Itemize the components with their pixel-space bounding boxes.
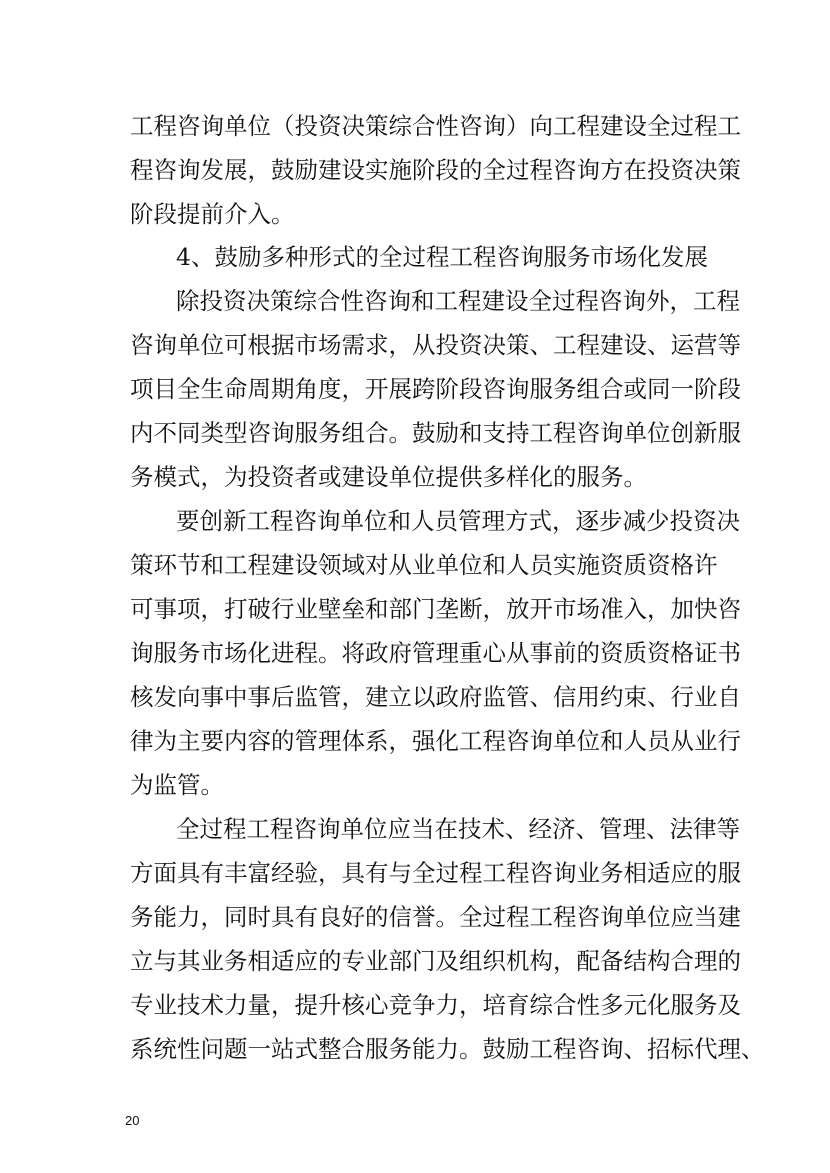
text-line: 务模式，为投资者或建设单位提供多样化的服务。 <box>130 463 647 491</box>
text-line: 专业技术力量，提升核心竞争力，培育综合性多元化服务及 <box>130 991 741 1019</box>
text-line: 全过程工程咨询单位应当在技术、经济、管理、法律等 <box>176 815 740 843</box>
text-line: 询服务市场化进程。将政府管理重心从事前的资质资格证书 <box>130 639 741 667</box>
text-line: 务能力，同时具有良好的信誉。全过程工程咨询单位应当建 <box>130 903 741 931</box>
text-line: 咨询单位可根据市场需求，从投资决策、工程建设、运营等 <box>130 331 741 359</box>
page-number: 20 <box>125 1113 140 1128</box>
text-line: 立与其业务相适应的专业部门及组织机构，配备结构合理的 <box>130 947 741 975</box>
text-line: 4、鼓励多种形式的全过程工程咨询服务市场化发展 <box>176 243 708 271</box>
text-line: 阶段提前介入。 <box>130 200 295 228</box>
text-line: 除投资决策综合性咨询和工程建设全过程咨询外，工程 <box>176 287 740 315</box>
text-line: 工程咨询单位（投资决策综合性咨询）向工程建设全过程工 <box>130 112 741 140</box>
text-line: 核发向事中事后监管，建立以政府监管、信用约束、行业自 <box>130 683 741 711</box>
text-line: 方面具有丰富经验，具有与全过程工程咨询业务相适应的服 <box>130 859 741 887</box>
text-line: 可事项，打破行业壁垒和部门垄断，放开市场准入，加快咨 <box>130 595 741 623</box>
text-line: 内不同类型咨询服务组合。鼓励和支持工程咨询单位创新服 <box>130 419 741 447</box>
text-line: 程咨询发展，鼓励建设实施阶段的全过程咨询方在投资决策 <box>130 156 741 184</box>
text-line: 项目全生命周期角度，开展跨阶段咨询服务组合或同一阶段 <box>130 375 741 403</box>
text-line: 要创新工程咨询单位和人员管理方式，逐步减少投资决 <box>176 507 740 535</box>
text-line: 为监管。 <box>130 771 224 799</box>
text-line: 律为主要内容的管理体系，强化工程咨询单位和人员从业行 <box>130 727 741 755</box>
text-line: 策环节和工程建设领域对从业单位和人员实施资质资格许 <box>130 551 718 579</box>
text-line: 系统性问题一站式整合服务能力。鼓励工程咨询、招标代理、 <box>130 1035 765 1063</box>
